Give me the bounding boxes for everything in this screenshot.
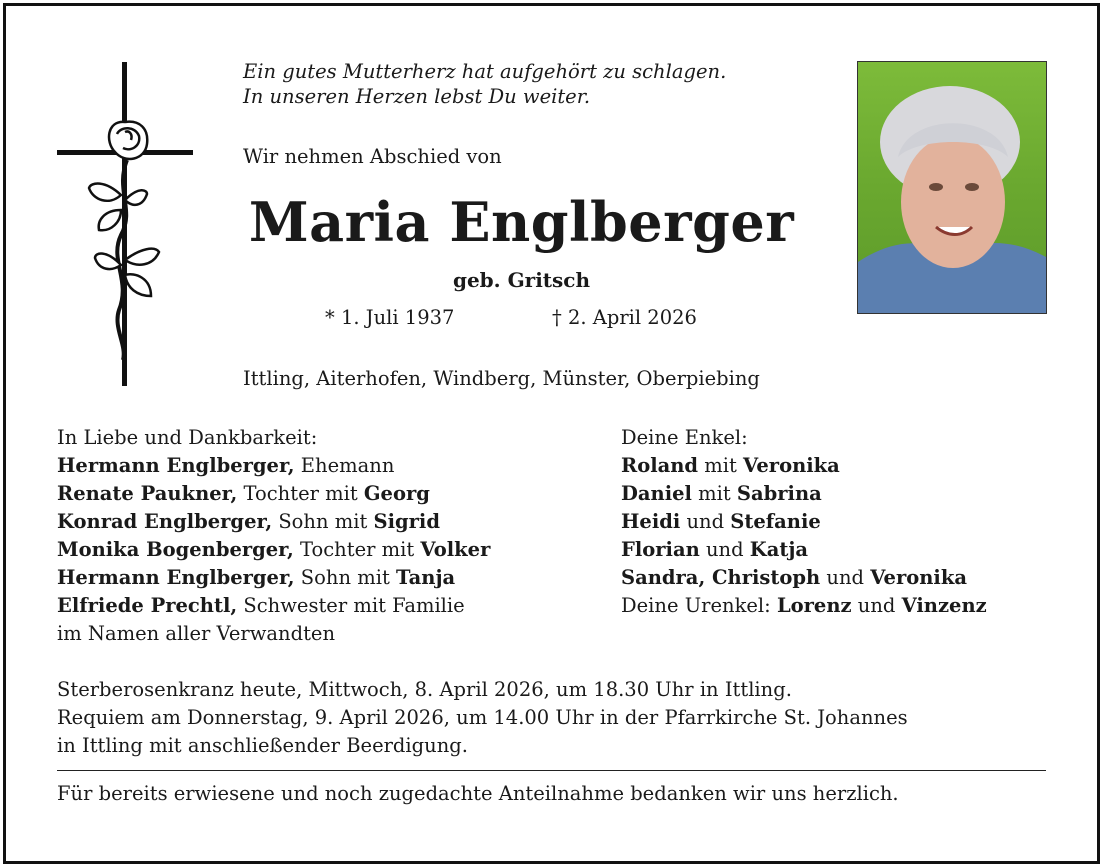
list-line bbox=[621, 480, 987, 508]
list-line bbox=[57, 592, 490, 620]
relation-text: und bbox=[699, 538, 750, 561]
person-name: Georg bbox=[363, 482, 430, 505]
requiem-info: Requiem am Donnerstag, 9. April 2026, um 14.00 Uhr in der Pfarrkirche St. Johannes bbox=[57, 706, 908, 729]
person-name: Sabrina bbox=[736, 482, 822, 505]
person-name: Volker bbox=[420, 538, 491, 561]
intro-text: Wir nehmen Abschied von bbox=[243, 145, 502, 168]
relation-text: mit bbox=[691, 482, 737, 505]
relation-text: Ehemann bbox=[294, 454, 395, 477]
relation-text: Schwester mit Familie bbox=[237, 594, 465, 617]
person-name: Katja bbox=[749, 538, 809, 561]
list-line bbox=[57, 452, 490, 480]
relation-text: In Liebe und Dankbarkeit: bbox=[57, 426, 318, 449]
relation-text: mit bbox=[698, 454, 744, 477]
list-line bbox=[621, 592, 987, 620]
birth-date: * 1. Juli 1937 bbox=[325, 306, 455, 329]
relation-text: Sohn mit bbox=[272, 510, 374, 533]
burial-info: in Ittling mit anschließender Beerdigung. bbox=[57, 734, 468, 757]
list-line bbox=[57, 508, 490, 536]
relation-text: Deine Urenkel: bbox=[621, 594, 777, 617]
motto-line: Ein gutes Mutterherz hat aufgehört zu schlagen. bbox=[243, 60, 727, 83]
list-line bbox=[621, 452, 987, 480]
death-date: † 2. April 2026 bbox=[552, 306, 697, 329]
grandchildren-list bbox=[621, 424, 987, 620]
list-line bbox=[57, 480, 490, 508]
person-name: Lorenz bbox=[776, 594, 852, 617]
list-line bbox=[57, 620, 490, 648]
deceased-name: Maria Englberger bbox=[248, 190, 795, 254]
person-name: Elfriede Prechtl, bbox=[57, 594, 238, 617]
list-line bbox=[621, 508, 987, 536]
person-name: Renate Paukner, bbox=[57, 482, 238, 505]
places: Ittling, Aiterhofen, Windberg, Münster, Oberpiebing bbox=[243, 367, 760, 390]
relation-text: und bbox=[851, 594, 902, 617]
person-name: Sigrid bbox=[373, 510, 440, 533]
person-name: Hermann Englberger, bbox=[57, 566, 295, 589]
list-line bbox=[57, 424, 490, 452]
relation-text: im Namen aller Verwandten bbox=[57, 622, 336, 645]
person-name: Hermann Englberger, bbox=[57, 454, 295, 477]
portrait-photo bbox=[857, 61, 1047, 314]
relation-text: und bbox=[680, 510, 731, 533]
list-line bbox=[57, 564, 490, 592]
person-name: Roland bbox=[621, 454, 699, 477]
relation-text: Tochter mit bbox=[237, 482, 364, 505]
person-name: Monika Bogenberger, bbox=[57, 538, 294, 561]
person-name: Heidi bbox=[621, 510, 681, 533]
person-name: Konrad Englberger, bbox=[57, 510, 273, 533]
person-name: Veronika bbox=[870, 566, 967, 589]
list-line bbox=[621, 424, 987, 452]
relation-text: Deine Enkel: bbox=[621, 426, 748, 449]
person-name: Florian bbox=[621, 538, 700, 561]
list-line bbox=[621, 564, 987, 592]
list-line bbox=[57, 536, 490, 564]
person-name: Veronika bbox=[743, 454, 840, 477]
person-name: Stefanie bbox=[730, 510, 821, 533]
list-line bbox=[621, 536, 987, 564]
maiden-name: geb. Gritsch bbox=[452, 268, 591, 292]
person-name: Vinzenz bbox=[901, 594, 987, 617]
relation-text: und bbox=[820, 566, 871, 589]
person-name: Tanja bbox=[396, 566, 456, 589]
relation-text: Tochter mit bbox=[293, 538, 421, 561]
person-name: Daniel bbox=[621, 482, 692, 505]
person-name: Sandra, Christoph bbox=[621, 566, 821, 589]
relation-text: Sohn mit bbox=[294, 566, 396, 589]
motto-line: In unseren Herzen lebst Du weiter. bbox=[243, 85, 591, 108]
thanks-text: Für bereits erwiesene und noch zugedachte Anteilnahme bedanken wir uns herzlich. bbox=[57, 782, 899, 805]
family-list bbox=[57, 424, 490, 648]
rosary-info: Sterberosenkranz heute, Mittwoch, 8. April 2026, um 18.30 Uhr in Ittling. bbox=[57, 678, 792, 701]
divider bbox=[57, 770, 1046, 771]
